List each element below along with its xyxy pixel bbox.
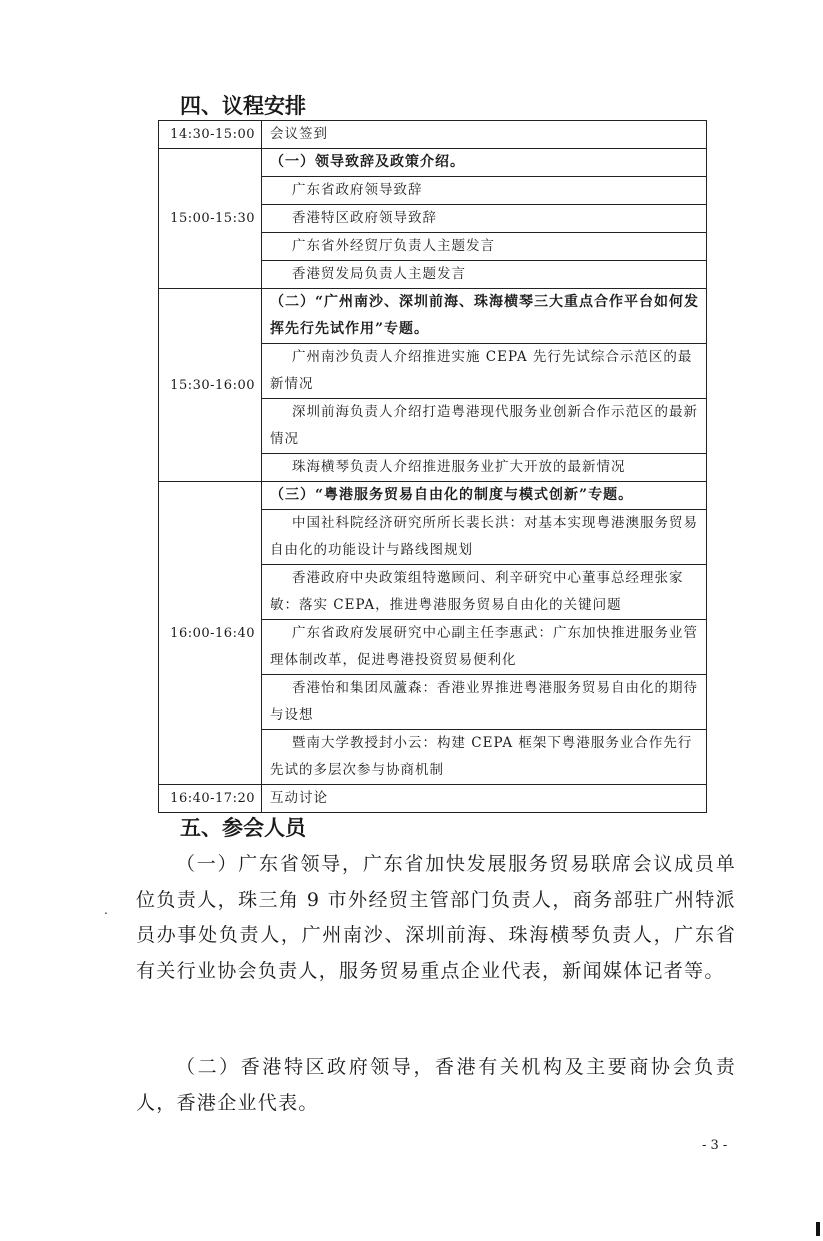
agenda-time: 14:30-15:00: [159, 121, 262, 149]
agenda-time: 15:30-16:00: [159, 289, 262, 482]
agenda-item: 广东省政府发展研究中心副主任李惠武：广东加快推进服务业管理体制改革，促进粤港投资贸易便利化: [262, 620, 707, 675]
agenda-item: 暨南大学教授封小云：构建 CEPA 框架下粤港服务业合作先行先试的多层次参与协商机制: [262, 730, 707, 785]
agenda-item: 深圳前海负责人介绍打造粤港现代服务业创新合作示范区的最新情况: [262, 399, 707, 454]
scan-edge-mark: [816, 1222, 820, 1236]
agenda-item: 香港贸发局负责人主题发言: [262, 261, 707, 289]
section-5-heading: 五、参会人员: [180, 816, 306, 840]
agenda-row: [159, 289, 707, 344]
margin-mark: .: [104, 903, 108, 917]
agenda-item: 广东省外经贸厅负责人主题发言: [262, 233, 707, 261]
agenda-item: 香港特区政府领导致辞: [262, 205, 707, 233]
agenda-time: 16:40-17:20: [159, 785, 262, 813]
agenda-item: （一）领导致辞及政策介绍。: [262, 149, 707, 177]
agenda-item: 互动讨论: [262, 785, 707, 813]
page-number: - 3 -: [702, 1138, 728, 1153]
attendees-paragraph-2: （二）香港特区政府领导，香港有关机构及主要商协会负责人，香港企业代表。: [136, 1056, 736, 1114]
agenda-time: 15:00-15:30: [159, 149, 262, 289]
agenda-item: （二）“广州南沙、深圳前海、珠海横琴三大重点合作平台如何发挥先行先试作用”专题。: [262, 289, 707, 344]
agenda-row: [159, 149, 707, 177]
agenda-item: 广州南沙负责人介绍推进实施 CEPA 先行先试综合示范区的最新情况: [262, 344, 707, 399]
agenda-table: [158, 120, 707, 813]
attendees-paragraph-1: （一）广东省领导，广东省加快发展服务贸易联席会议成员单位负责人，珠三角 9 市外经贸主管部门负责人，商务部驻广州特派员办事处负责人，广州南沙、深圳前海、珠海横琴负责人，广东省有关行业协会负责人，服务贸易重点企业代表，新闻媒体记者等。: [136, 853, 736, 982]
agenda-item: 广东省政府领导致辞: [262, 177, 707, 205]
agenda-row: [159, 785, 707, 813]
agenda-row: [159, 121, 707, 149]
section-4-heading: 四、议程安排: [180, 94, 306, 118]
agenda-item: （三）“粤港服务贸易自由化的制度与模式创新”专题。: [262, 482, 707, 510]
agenda-time: 16:00-16:40: [159, 482, 262, 785]
agenda-item: 香港怡和集团凤蘆森：香港业界推进粤港服务贸易自由化的期待与设想: [262, 675, 707, 730]
agenda-item: 珠海横琴负责人介绍推进服务业扩大开放的最新情况: [262, 454, 707, 482]
agenda-item: 中国社科院经济研究所所长裴长洪：对基本实现粤港澳服务贸易自由化的功能设计与路线图规划: [262, 510, 707, 565]
agenda-item: 会议签到: [262, 121, 707, 149]
agenda-item: 香港政府中央政策组特邀顾问、利辛研究中心董事总经理张家敏：落实 CEPA，推进粤港服务贸易自由化的关键问题: [262, 565, 707, 620]
agenda-row: [159, 482, 707, 510]
